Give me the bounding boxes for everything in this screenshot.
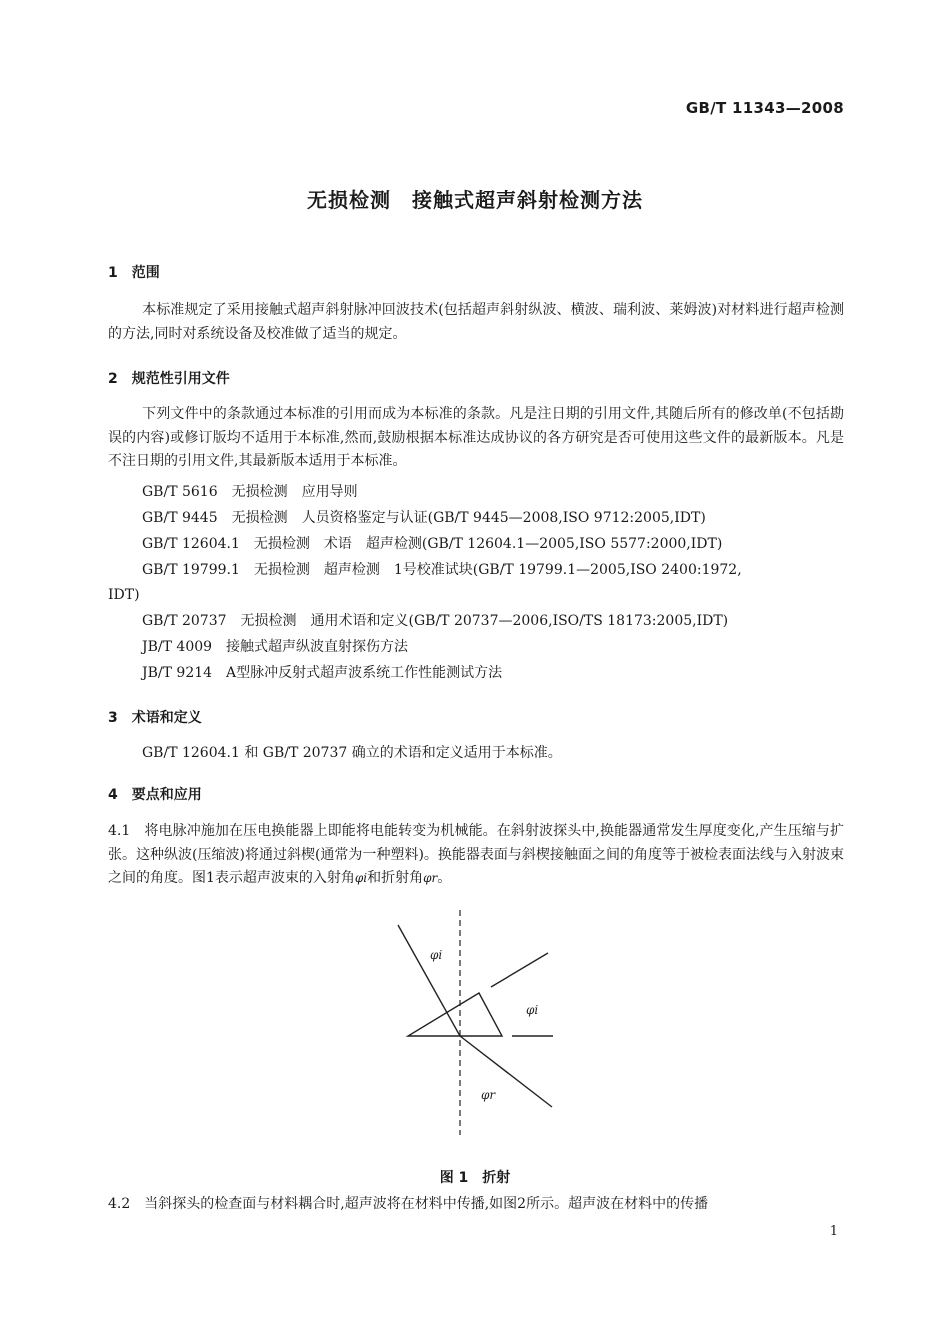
reference-item-continuation: IDT) (108, 587, 140, 603)
incident-beam (398, 925, 460, 1036)
label-phi-r: φr (481, 1088, 496, 1102)
section-2-heading: 2 规范性引用文件 (108, 371, 230, 387)
reference-item: JB/T 4009 接触式超声纵波直射探伤方法 (142, 639, 409, 655)
clause-number: 4.2 (108, 1196, 131, 1212)
label-phi-i-top: φi (430, 948, 443, 962)
figure-1-caption: 图 1 折射 (439, 1170, 511, 1186)
section-2-paragraph: 下列文件中的条款通过本标准的引用而成为本标准的条款。凡是注日期的引用文件,其随后所有的修改单(不包括勘误的内容)或修订版均不适用于本标准,然而,鼓励根据本标准达成协议的各方研究是否可使用这些文件的最新版本。凡是不注日期的引用文件,其最新版本适用于本标准。 (108, 406, 844, 469)
reference-item: GB/T 9445 无损检测 人员资格鉴定与认证(GB/T 9445—2008,ISO 9712:2005,IDT) (142, 510, 706, 526)
transducer-face-line (491, 953, 548, 987)
label-phi-i-right: φi (526, 1003, 539, 1017)
reference-item: GB/T 5616 无损检测 应用导则 (142, 484, 358, 500)
section-1-paragraph: 本标准规定了采用接触式超声斜射脉冲回波技术(包括超声斜射纵波、横波、瑞利波、莱姆波)对材料进行超声检测的方法,同时对系统设备及校准做了适当的规定。 (108, 302, 844, 342)
wedge-triangle (408, 993, 502, 1036)
standard-code: GB/T 11343—2008 (685, 99, 844, 117)
symbol-phi-i: φi (354, 871, 368, 885)
clause-number: 4.1 (108, 823, 131, 839)
reference-item: GB/T 19799.1 无损检测 超声检测 1号校准试块(GB/T 19799.1—2005,ISO 2400:1972, (142, 562, 742, 578)
reference-item: GB/T 20737 无损检测 通用术语和定义(GB/T 20737—2006,ISO/TS 18173:2005,IDT) (142, 613, 729, 629)
refracted-beam (460, 1036, 552, 1107)
symbol-phi-r: φr (423, 871, 438, 885)
refraction-diagram (390, 905, 570, 1140)
reference-item: JB/T 9214 A型脉冲反射式超声波系统工作性能测试方法 (142, 665, 503, 681)
section-3-heading: 3 术语和定义 (108, 710, 202, 726)
section-3-paragraph: GB/T 12604.1 和 GB/T 20737 确立的术语和定义适用于本标准。 (142, 745, 562, 761)
clause-4-1-paragraph: 4.1 将电脉冲施加在压电换能器上即能将电能转变为机械能。在斜射波探头中,换能器通常发生厚度变化,产生压缩与扩张。这种纵波(压缩波)将通过斜楔(通常为一种塑料)。换能器表面与斜楔接触面之间的角度等于被检表面法线与入射波束之间的角度。图1表示超声波束的入射角φi和折射角φr。 (108, 823, 844, 886)
page-number: 1 (829, 1224, 838, 1239)
document-title: 无损检测 接触式超声斜射检测方法 (307, 188, 643, 212)
reference-item: GB/T 12604.1 无损检测 术语 超声检测(GB/T 12604.1—2005,ISO 5577:2000,IDT) (142, 536, 723, 552)
clause-4-2-paragraph: 4.2 当斜探头的检查面与材料耦合时,超声波将在材料中传播,如图2所示。超声波在材料中的传播 (108, 1196, 709, 1212)
section-1-heading: 1 范围 (108, 265, 160, 281)
section-4-heading: 4 要点和应用 (108, 787, 202, 803)
